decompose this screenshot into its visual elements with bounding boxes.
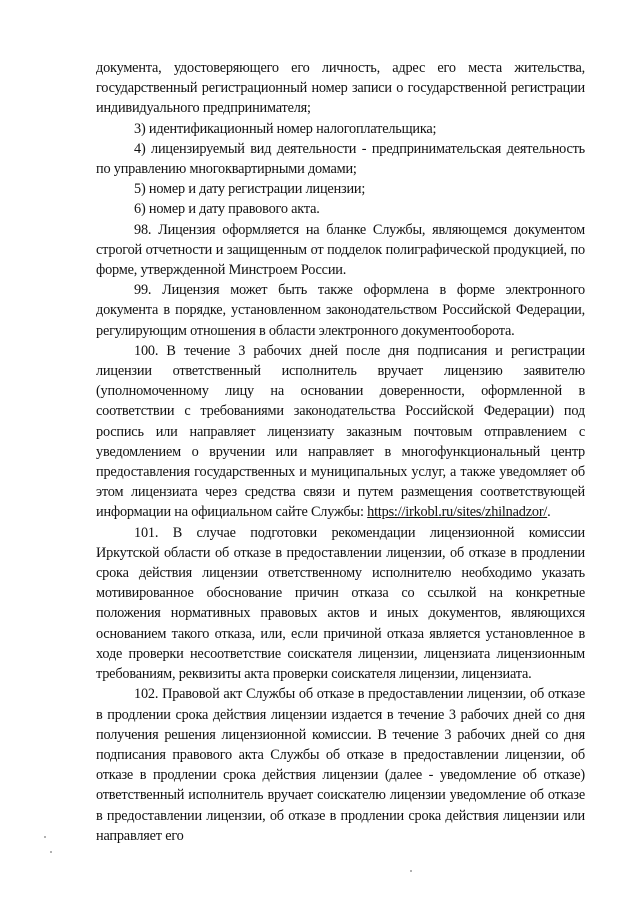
scan-artifact (44, 836, 46, 838)
document-body (96, 58, 585, 846)
paragraph-99: 99. Лицензия может быть также оформлена в форме электронного документа в порядке, установленном законодательством Российской Федерации, регулирующим отношения в области электронного документооборота. (96, 282, 585, 339)
paragraph-101: 101. В случае подготовки рекомендации лицензионной комиссии Иркутской области об отказе в предоставлении лицензии, об отказе в продлении срока действия лицензии ответственному исполнителю необходимо указать мотивированное обоснование причин отказа со ссылкой на конкретные положения нормативных правовых актов и иных документов, являющихся основанием такого отказа, или, если причиной отказа является установленное в ходе проверки несоответствие соискателя лицензии, лицензиата лицензионным требованиям, реквизиты акта проверки соискателя лицензии, лицензиата. (96, 524, 585, 683)
list-item-3: 3) идентификационный номер налогоплательщика; (134, 120, 437, 137)
paragraph-100-end: . (547, 504, 551, 521)
paragraph-100 (96, 341, 585, 523)
paragraph-98: 98. Лицензия оформляется на бланке Службы, являющемся документом строгой отчетности и защищенным от подделок полиграфической продукцией, по форме, утвержденной Минстроем России. (96, 221, 585, 279)
scan-artifact (50, 851, 52, 853)
list-item-4: 4) лицензируемый вид деятельности - предпринимательская деятельность по управлению многоквартирными домами; (96, 140, 585, 178)
paragraph-100-text: 100. В течение 3 рабочих дней после дня подписания и регистрации лицензии ответственный исполнитель вручает лицензию заявителю (уполномоченному лицу на основании доверенности, оформленной в соответствии с требованиями законодательства Российской Федерации) под роспись или направляет лицензиату заказным почтовым отправлением с уведомлением о вручении или направляет в многофункциональный центр предоставления государственных и муниципальных услуг, а также уведомляет об этом лицензиата через средства связи и путем размещения соответствующей информации на официальном сайте Службы: (96, 342, 585, 521)
paragraph-continuation: документа, удостоверяющего его личность, адрес его места жительства, государственный регистрационный номер записи о государственной регистрации индивидуального предпринимателя; (96, 60, 585, 117)
paragraph-102: 102. Правовой акт Службы об отказе в предоставлении лицензии, об отказе в продлении срока действия лицензии издается в течение 3 рабочих дней со дня получения решения лицензионной комиссии. В течение 3 рабочих дней со дня подписания правового акта Службы об отказе в предоставлении лицензии, об отказе в продлении срока действия лицензии (далее - уведомление об отказе) ответственный исполнитель вручает соискателю лицензии уведомление об отказе в предоставлении лицензии, об отказе в продлении срока действия лицензии или направляет его (96, 686, 585, 844)
scan-artifact (410, 870, 412, 872)
service-website-link[interactable]: https://irkobl.ru/sites/zhilnadzor/ (367, 504, 548, 521)
list-item-5: 5) номер и дату регистрации лицензии; (134, 181, 366, 198)
list-item-6: 6) номер и дату правового акта. (134, 201, 320, 218)
